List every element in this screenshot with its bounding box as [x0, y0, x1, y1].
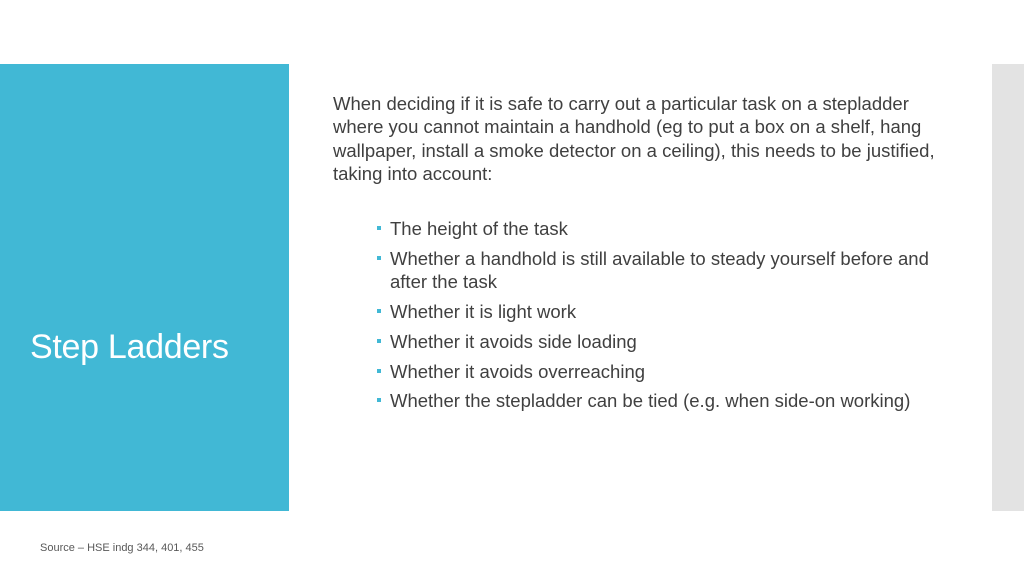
title-panel [0, 64, 289, 511]
content-area [333, 92, 953, 419]
right-decorative-bar [992, 64, 1024, 511]
bullet-item [390, 217, 953, 240]
square-bullet-icon [377, 256, 381, 260]
bullet-text: The height of the task [390, 218, 568, 240]
square-bullet-icon [377, 398, 381, 402]
square-bullet-icon [377, 309, 381, 313]
bullet-item [390, 300, 953, 323]
square-bullet-icon [377, 339, 381, 343]
intro-paragraph: When deciding if it is safe to carry out a particular task on a stepladder where you cannot maintain a handhold (eg to put a box on a shelf, hang wallpaper, install a smoke detector on a ceiling), this needs to be justified, taking into account: [333, 93, 935, 184]
square-bullet-icon [377, 369, 381, 373]
source-note: Source – HSE indg 344, 401, 455 [40, 542, 204, 554]
bullet-text: Whether it avoids side loading [390, 330, 637, 352]
bullet-text: Whether it is light work [390, 301, 577, 323]
bullet-text: Whether it avoids overreaching [390, 360, 646, 382]
bullet-item [390, 360, 953, 383]
square-bullet-icon [377, 226, 381, 230]
bullet-text: Whether a handhold is still available to steady yourself before and after the task [390, 247, 929, 293]
bullet-item [390, 330, 953, 353]
bullet-item [390, 389, 953, 412]
slide-title: Step Ladders [30, 328, 229, 366]
bullet-text: Whether the stepladder can be tied (e.g. when side-on working) [390, 390, 911, 412]
bullet-item [390, 247, 953, 294]
bullet-list [333, 217, 953, 413]
